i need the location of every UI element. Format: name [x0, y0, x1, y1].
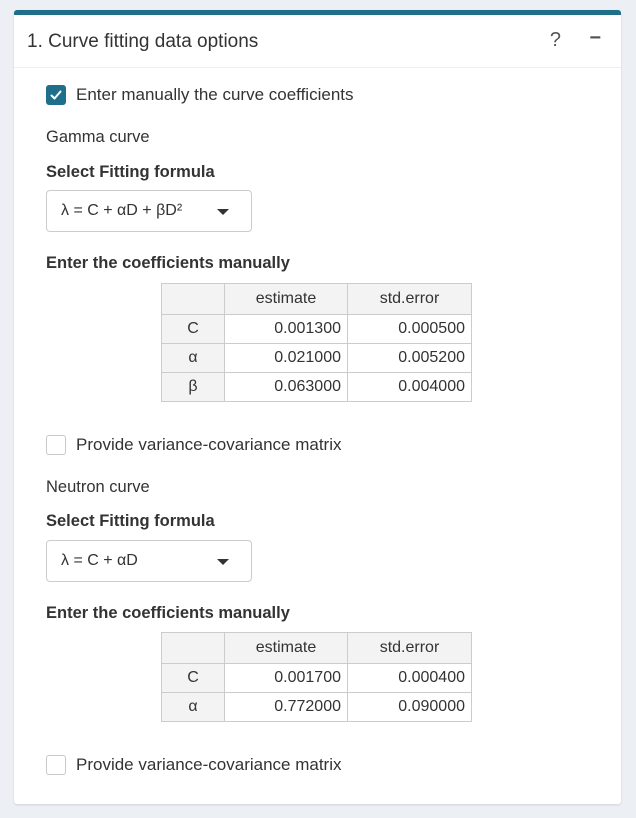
- gamma-formula-value: λ = C + αD + βD²: [61, 202, 183, 219]
- gamma-coefficients-label: Enter the coefficients manually: [46, 254, 290, 272]
- table-header-row: [162, 633, 472, 664]
- table-row: [162, 315, 472, 344]
- table-header-cell: [162, 284, 225, 315]
- manual-coefficients-label: Enter manually the curve coefficients: [76, 85, 354, 104]
- std-error-cell[interactable]: 0.005200: [348, 344, 472, 373]
- neutron-section-title: Neutron curve: [46, 478, 150, 496]
- gamma-formula-select[interactable]: [46, 190, 252, 232]
- curve-fitting-panel: [14, 10, 621, 804]
- gamma-section-title: Gamma curve: [46, 128, 150, 146]
- neutron-varcov-label: Provide variance-covariance matrix: [76, 755, 342, 774]
- table-row: [162, 373, 472, 402]
- neutron-varcov-checkbox[interactable]: [46, 755, 66, 775]
- table-row: [162, 344, 472, 373]
- table-header-cell: estimate: [225, 284, 348, 315]
- gamma-varcov-checkbox-row[interactable]: [46, 435, 342, 455]
- estimate-cell[interactable]: 0.001300: [225, 315, 348, 344]
- estimate-cell[interactable]: 0.063000: [225, 373, 348, 402]
- neutron-formula-select[interactable]: [46, 540, 252, 582]
- table-row: [162, 693, 472, 722]
- collapse-icon[interactable]: −: [589, 27, 601, 49]
- neutron-varcov-checkbox-row[interactable]: [46, 755, 342, 775]
- chevron-down-icon: [217, 559, 229, 565]
- row-name-cell: C: [162, 664, 225, 693]
- table-header-cell: estimate: [225, 633, 348, 664]
- std-error-cell[interactable]: 0.000500: [348, 315, 472, 344]
- panel-title: 1. Curve fitting data options: [27, 31, 259, 52]
- table-header-row: [162, 284, 472, 315]
- std-error-cell[interactable]: 0.004000: [348, 373, 472, 402]
- row-name-cell: β: [162, 373, 225, 402]
- chevron-down-icon: [217, 209, 229, 215]
- estimate-cell[interactable]: 0.772000: [225, 693, 348, 722]
- neutron-formula-label: Select Fitting formula: [46, 512, 215, 530]
- gamma-coefficients-table: [161, 283, 472, 402]
- estimate-cell[interactable]: 0.001700: [225, 664, 348, 693]
- row-name-cell: α: [162, 344, 225, 373]
- neutron-coefficients-table: [161, 632, 472, 722]
- gamma-varcov-label: Provide variance-covariance matrix: [76, 435, 342, 454]
- help-icon[interactable]: ?: [549, 29, 561, 51]
- table-header-cell: [162, 633, 225, 664]
- estimate-cell[interactable]: 0.021000: [225, 344, 348, 373]
- manual-coefficients-checkbox-row[interactable]: [46, 85, 354, 105]
- row-name-cell: C: [162, 315, 225, 344]
- table-header-cell: std.error: [348, 633, 472, 664]
- std-error-cell[interactable]: 0.000400: [348, 664, 472, 693]
- neutron-formula-value: λ = C + αD: [61, 552, 138, 569]
- panel-header: [14, 15, 621, 68]
- row-name-cell: α: [162, 693, 225, 722]
- neutron-coefficients-label: Enter the coefficients manually: [46, 604, 290, 622]
- table-row: [162, 664, 472, 693]
- std-error-cell[interactable]: 0.090000: [348, 693, 472, 722]
- manual-coefficients-checkbox[interactable]: [46, 85, 66, 105]
- table-header-cell: std.error: [348, 284, 472, 315]
- gamma-varcov-checkbox[interactable]: [46, 435, 66, 455]
- checkmark-icon: [49, 88, 63, 102]
- gamma-formula-label: Select Fitting formula: [46, 163, 215, 181]
